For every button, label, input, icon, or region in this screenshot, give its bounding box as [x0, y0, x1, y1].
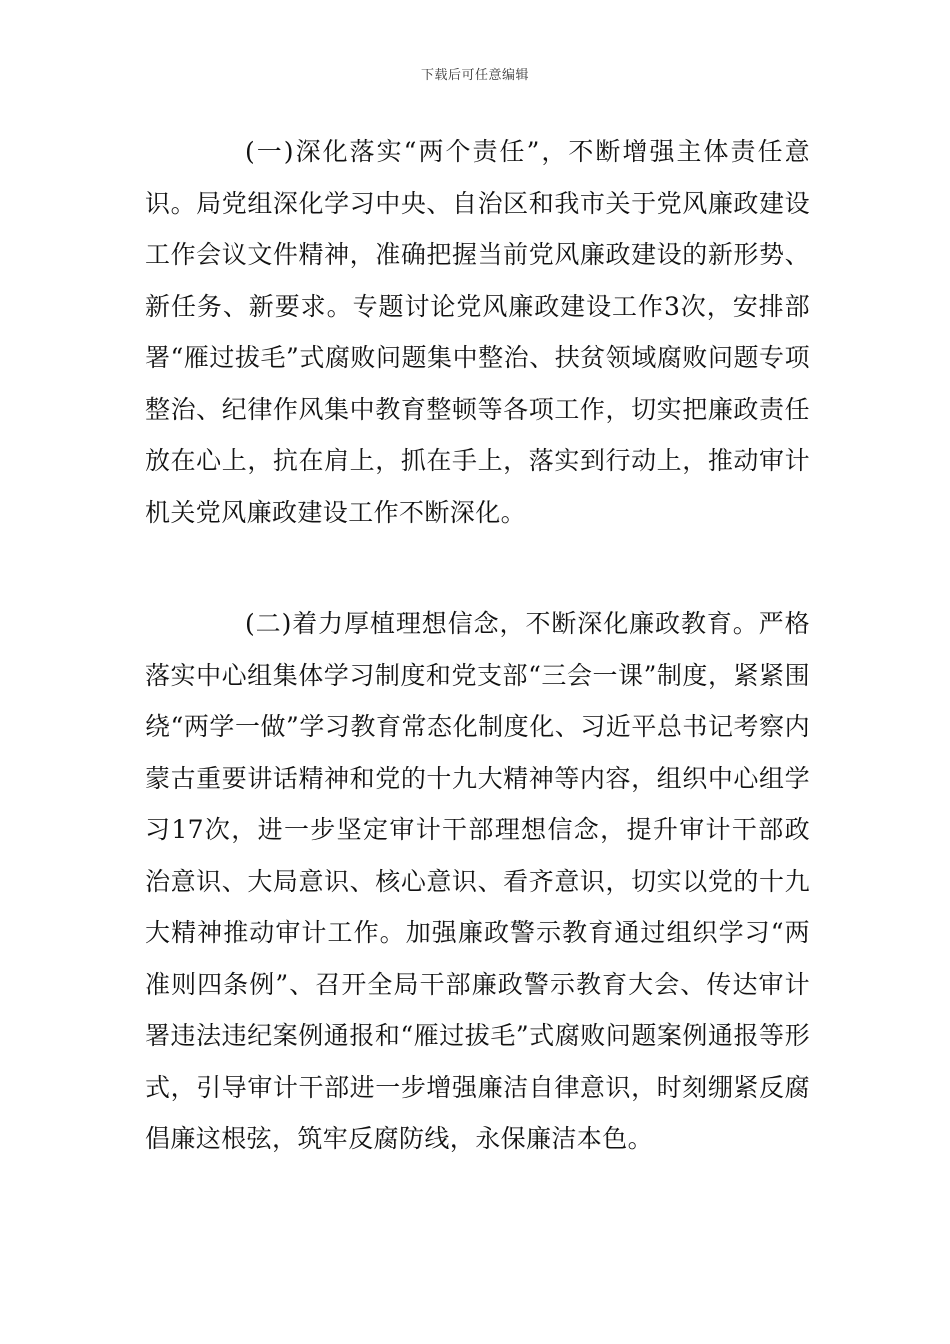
paragraph-2: (二)着力厚植理想信念，不断深化廉政教育。严格落实中心组集体学习制度和党支部“三会一课”制度，紧紧围绕“两学一做”学习教育常态化制度化、习近平总书记考察内蒙古重要讲话精神和党的十九大精神等内容，组织中心组学习17次，进一步坚定审计干部理想信念，提升审计干部政治意识、大局意识、核心意识、看齐意识，切实以党的十九大精神推动审计工作。加强廉政警示教育通过组织学习“两准则四条例”、召开全局干部廉政警示教育大会、传达审计署违法违纪案例通报和“雁过拔毛”式腐败问题案例通报等形式，引导审计干部进一步增强廉洁自律意识，时刻绷紧反腐倡廉这根弦，筑牢反腐防线，永保廉洁本色。: [145, 609, 810, 1153]
paragraph-1: (一)深化落实“两个责任”，不断增强主体责任意识。局党组深化学习中央、自治区和我市关于党风廉政建设工作会议文件精神，准确把握当前党风廉政建设的新形势、新任务、新要求。专题讨论党风廉政建设工作3次，安排部署“雁过拔毛”式腐败问题集中整治、扶贫领域腐败问题专项整治、纪律作风集中教育整顿等各项工作，切实把廉政责任放在心上，抗在肩上，抓在手上，落实到行动上，推动审计机关党风廉政建设工作不断深化。: [145, 137, 810, 527]
document-body: [145, 126, 810, 1165]
page-header-note: 下载后可任意编辑: [420, 68, 529, 83]
